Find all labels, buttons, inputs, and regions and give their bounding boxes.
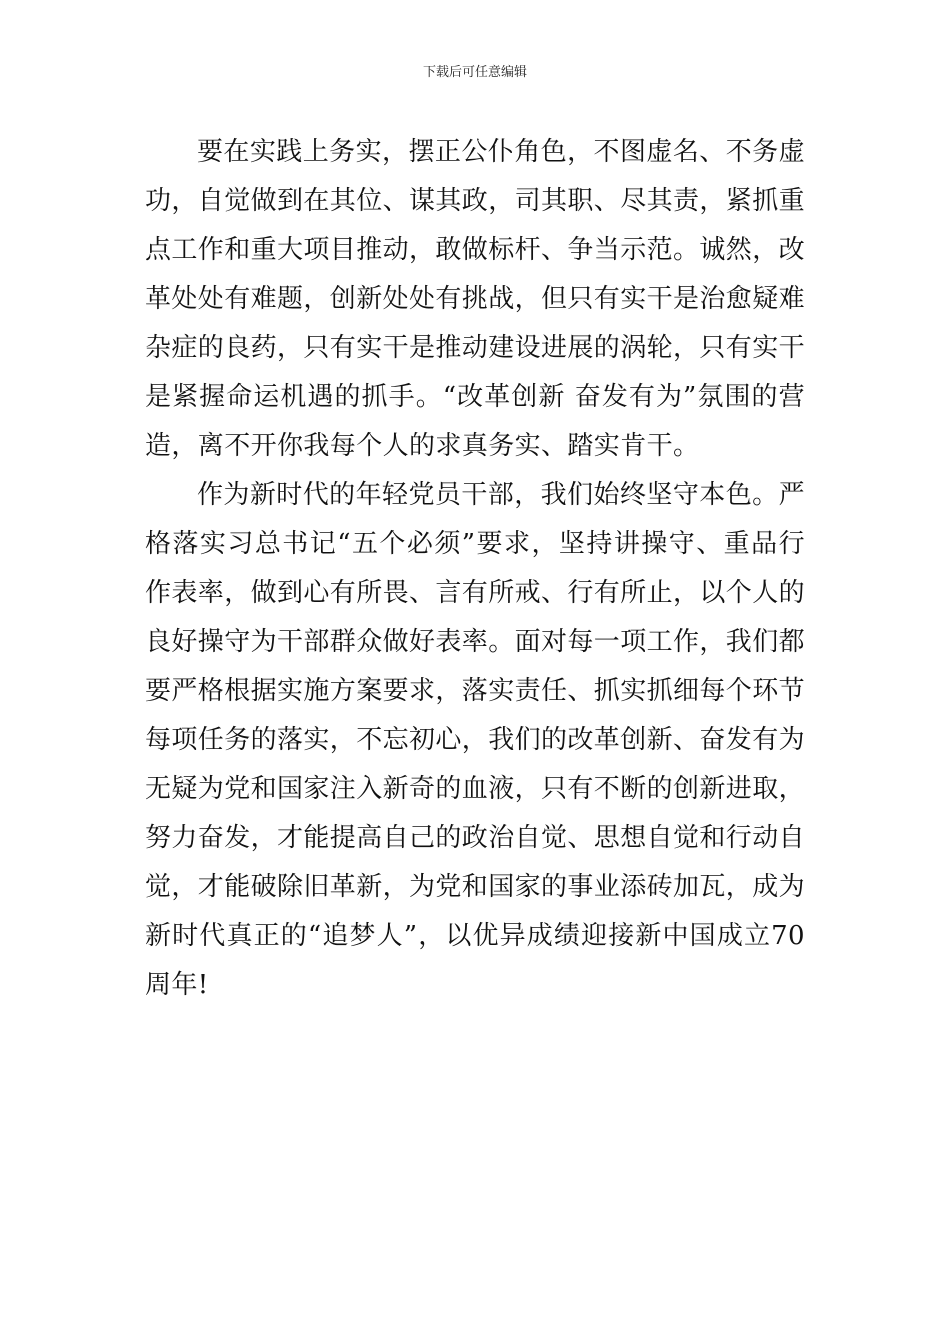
paragraph-1: 要在实践上务实，摆正公仆角色，不图虚名、不务虚功，自觉做到在其位、谋其政，司其职、尽其责，紧抓重点工作和重大项目推动，敢做标杆、争当示范。诚然，改革处处有难题，创新处处有挑战，但只有实干是治愈疑难杂症的良药，只有实干是推动建设进展的涡轮，只有实干是紧握命运机遇的抓手。“改革创新 奋发有为”氛围的营造，离不开你我每个人的求真务实、踏实肯干。 (145, 137, 806, 461)
document-body (145, 128, 805, 1010)
page-header: 下载后可任意编辑 (422, 65, 527, 80)
paragraph-2: 作为新时代的年轻党员干部，我们始终坚守本色。严格落实习总书记“五个必须”要求，坚持讲操守、重品行作表率，做到心有所畏、言有所戒、行有所止，以个人的良好操守为干部群众做好表率。面对每一项工作，我们都要严格根据实施方案要求，落实责任、抓实抓细每个环节每项任务的落实，不忘初心，我们的改革创新、奋发有为无疑为党和国家注入新奇的血液，只有不断的创新进取，努力奋发，才能提高自己的政治自觉、思想自觉和行动自觉，才能破除旧革新，为党和国家的事业添砖加瓦，成为新时代真正的“追梦人”，以优异成绩迎接新中国成立70周年! (145, 480, 806, 1000)
